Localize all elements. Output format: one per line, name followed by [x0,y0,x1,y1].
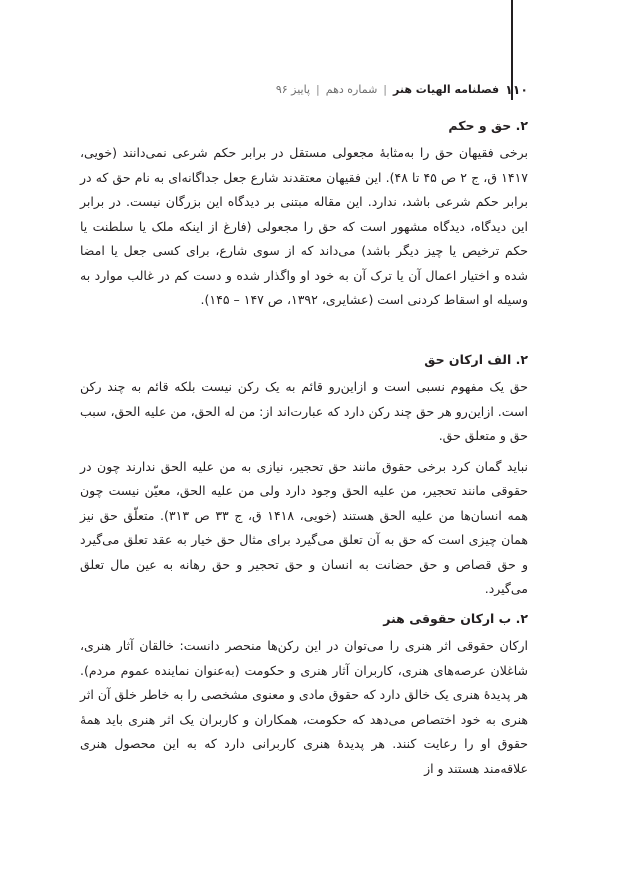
body-paragraph: ارکان حقوقی اثر هنری را می‌توان در این رکن‌ها منحصر دانست: خالقان آثار هنری، شاغلان عرصه‌های هنری، کاربران آثار هنری و حکومت (به‌عنوان نماینده عموم مردم). هر پدیدهٔ هنری یک خالق دارد که حقوق مادی و معنوی مشخصی را به خاطر خلق آن اثر هنری به خود اختصاص می‌دهد که حکومت، همکاران و کاربران یک اثر هنری باید همهٔ حقوق او را رعایت کنند. هر پدیدهٔ هنری کاربرانی دارد که به این محصول هنری علاقه‌مند هستند و از [80,638,528,776]
section-heading: ۲. الف ارکان حق [424,352,528,367]
header-separator: | [316,82,320,96]
section-elements-of-right [80,351,528,602]
running-head [275,80,528,98]
section-heading: ۲. حق و حکم [448,118,528,133]
body-paragraph: نباید گمان کرد برخی حقوق مانند حق تحجیر، نیازی به من علیه الحق ندارند چون در حقوقی مانند تحجیر، من علیه الحق وجود دارد ولی من علیه الحق، معیّن نیست چون همه انسان‌ها من علیه الحق هستند (خویی، ۱۴۱۸ ق، ج ۳۳ ص ۳۱۳). متعلّق حق نیز همان چیزی است که حق به آن تعلق می‌گیرد برای مثال حق خیار به عقد تعلق می‌گیرد و حق قصاص و حق حضانت به انسان و حق تحجیر و حق رهانه به عین مال تعلق می‌گیرد. [80,458,528,596]
journal-title: فصلنامه الهیات هنر [393,82,500,96]
body-paragraph: برخی فقیهان حق را به‌مثابهٔ مجعولی مستقل در برابر حکم شرعی نمی‌دانند (خویی، ۱۴۱۷ ق، ج ۲ ص ۴۵ تا ۴۸). این فقیهان معتقدند شارع جعل جداگانه‌ای به نام حق که در برابر حکم شرعی باشد، ندارد. این مقاله مبتنی بر دیدگاه این بزرگان نیست. در برابر این دیدگاه، دیدگاه مشهور است که حق را مجعولی (فارغ از اینکه ملک یا سلطنت یا حکم ترخیص یا چیز دیگر باشد) می‌داند که از سوی شارع، برای کسی جعل یا امضا شده و اختیار اعمال آن یا ترک آن به خود او واگذار شده و دست کم در غالب موارد به وسیله او اسقاط کردنی است (عشایری، ۱۳۹۲، ص ۱۴۷ – ۱۴۵). [80,145,528,307]
page-number: ۱۱۰ [505,81,528,97]
section-right-and-ruling [80,117,528,313]
body-paragraph: حق یک مفهوم نسبی است و ازاین‌رو قائم به یک رکن نیست بلکه قائم به چند رکن است. ازاین‌رو هر حق چند رکن دارد که عبارت‌اند از: من له الحق، من علیه الحق، سبب حق و متعلق حق. [80,379,528,443]
issue-label: شماره دهم [325,82,378,96]
section-legal-elements-of-art [80,610,528,781]
header-separator: | [383,82,388,96]
section-heading: ۲. ب ارکان حقوقی هنر [383,611,528,626]
season-label: پاییز ۹۶ [275,82,311,96]
